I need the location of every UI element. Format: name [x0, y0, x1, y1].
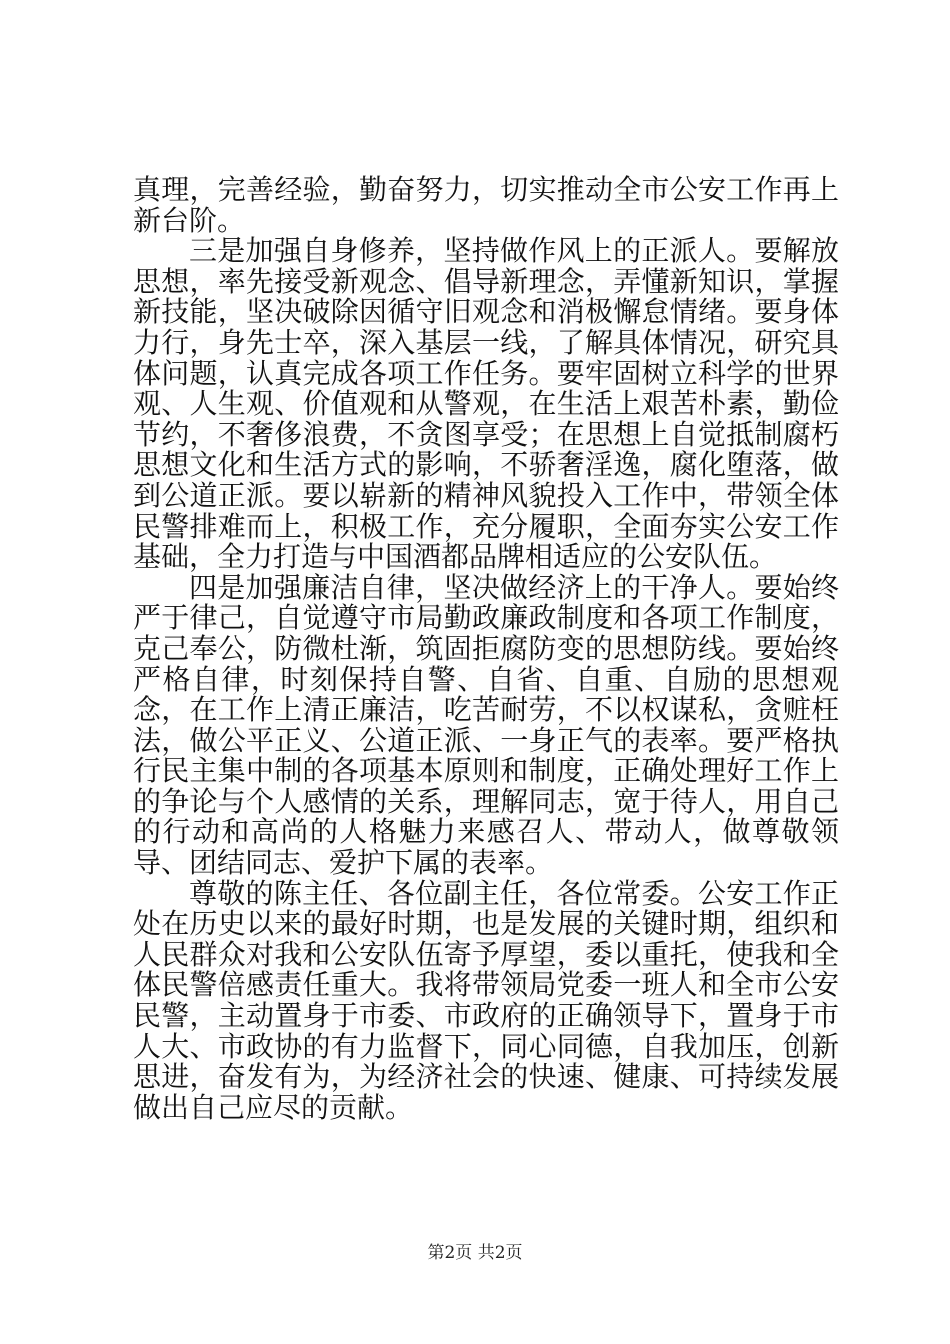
paragraph-closing: 尊敬的陈主任、各位副主任，各位常委。公安工作正处在历史以来的最好时期，也是发展的关键时期，组织和人民群众对我和公安队伍寄予厚望，委以重托，使我和全体民警倍感责任重大。我将带领局党委一班人和全市公安民警，主动置身于市委、市政府的正确领导下，置身于市人大、市政协的有力监督下，同心同德，自我加压，创新思进，奋发有为，为经济社会的快速、健康、可持续发展做出自己应尽的贡献。 — [133, 876, 839, 1124]
paragraph-self-cultivation: 三是加强自身修养，坚持做作风上的正派人。要解放思想，率先接受新观念、倡导新理念，弄懂新知识，掌握新技能，坚决破除因循守旧观念和消极懈怠情绪。要身体力行，身先士卒，深入基层一线，了解具体情况，研究具体问题，认真完成各项工作任务。要牢固树立科学的世界观、人生观、价值观和从警观，在生活上艰苦朴素，勤俭节约，不奢侈浪费，不贪图享受；在思想上自觉抵制腐朽思想文化和生活方式的影响，不骄奢淫逸，腐化堕落，做到公道正派。要以崭新的精神风貌投入工作中，带领全体民警排难而上，积极工作，充分履职，全面夯实公安工作基础，全力打造与中国酒都品牌相适应的公安队伍。 — [133, 234, 839, 574]
paragraph-continuation: 真理，完善经验，勤奋努力，切实推动全市公安工作再上新台阶。 — [133, 173, 839, 237]
paragraph-integrity: 四是加强廉洁自律，坚决做经济上的干净人。要始终严于律己，自觉遵守市局勤政廉政制度和各项工作制度，克己奉公，防微杜渐，筑固拒腐防变的思想防线。要始终严格自律，时刻保持自警、自省、自重、自励的思想观念，在工作上清正廉洁，吃苦耐劳，不以权谋私，贪赃枉法，做公平正义、公道正派、一身正气的表率。要严格执行民主集中制的各项基本原则和制度，正确处理好工作上的争论与个人感情的关系，理解同志，宽于待人，用自己的行动和高尚的人格魅力来感召人、带动人，做尊敬领导、团结同志、爱护下属的表率。 — [133, 570, 839, 880]
page-footer: 第2页 共2页 — [427, 1243, 523, 1263]
document-body — [133, 175, 839, 1123]
